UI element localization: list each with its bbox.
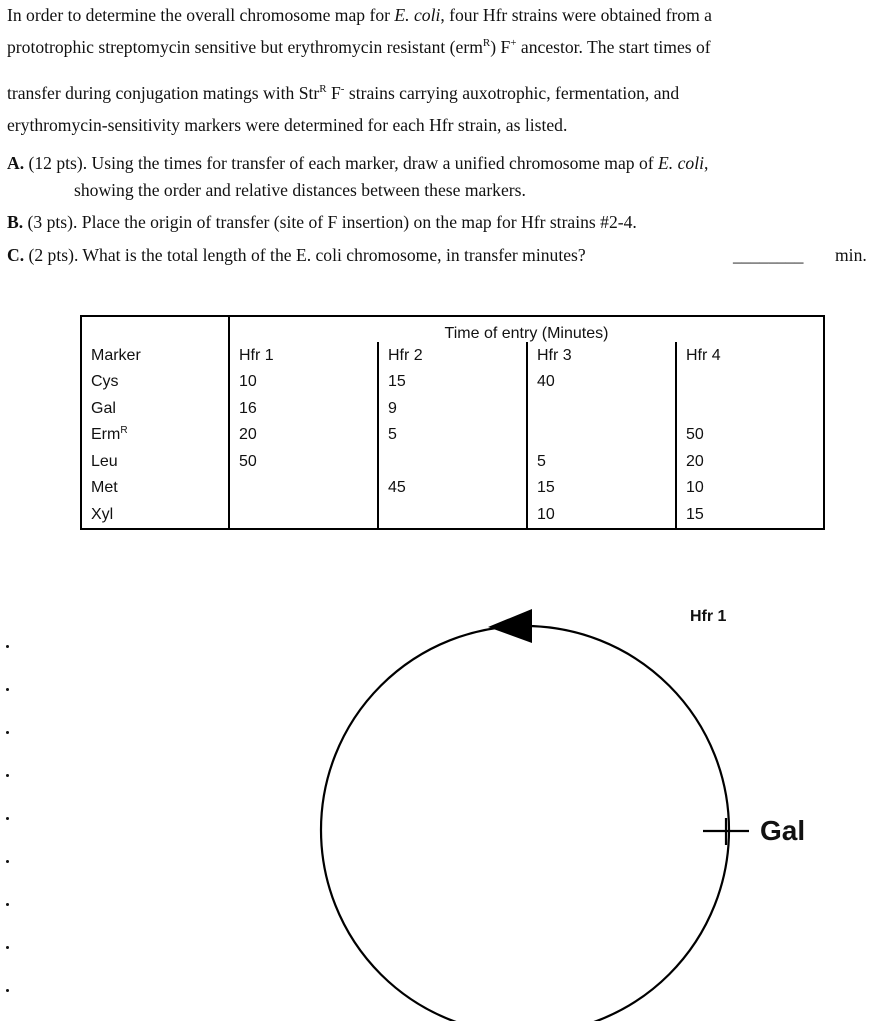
marker-cell: Xyl [81,502,229,530]
marker-cell: Cys [81,369,229,396]
column-header-marker: Marker [81,342,229,369]
hfr4-cell: 15 [676,502,824,530]
hfr1-cell: 50 [229,449,378,476]
hfr1-cell: 20 [229,422,378,449]
intro-line-4: erythromycin-sensitivity markers were determined for each Hfr strain, as listed. [7,115,568,135]
hfr4-cell: 50 [676,422,824,449]
transfer-direction-arrow [488,609,532,643]
answer-blank[interactable]: ________ [733,245,804,265]
hfr3-cell: 40 [527,369,676,396]
hfr4-cell: 20 [676,449,824,476]
hfr3-cell: 10 [527,502,676,530]
question-a-line-2: showing the order and relative distances between these markers. [74,180,526,200]
hfr4-cell: 10 [676,475,824,502]
column-header-hfr3: Hfr 3 [527,342,676,369]
question-c: C. (2 pts). What is the total length of the E. coli chromosome, in transfer minutes? [7,245,586,265]
marker-cell: Erm$^R$ [81,422,229,449]
question-b: B. (3 pts). Place the origin of transfer (site of F insertion) on the map for Hfr strains #2-4. [7,212,637,232]
column-header-hfr1: Hfr 1 [229,342,378,369]
hfr2-cell: 9 [378,396,527,423]
hfr1-cell: 10 [229,369,378,396]
hfr1-map-label: Hfr 1 [690,608,727,625]
hfr2-cell: 15 [378,369,527,396]
column-header-hfr4: Hfr 4 [676,342,824,369]
chromosome-circle [321,626,729,1021]
marker-cell: Met [81,475,229,502]
question-a: A. (12 pts). Using the times for transfer of each marker, draw a unified chromosome map of E. coli, [7,153,709,173]
intro-line-1: In order to determine the overall chromosome map for E. coli, four Hfr strains were obtained from a [7,5,712,25]
marker-cell: Leu [81,449,229,476]
answer-unit: min. [835,245,867,265]
table-group-header: Time of entry (Minutes) [229,316,824,342]
intro-line-2: prototrophic streptomycin sensitive but erythromycin resistant (erm$^R$) F+ ancestor. The start times of [7,37,711,57]
hfr1-cell: 16 [229,396,378,423]
gal-marker-label: Gal [760,815,806,846]
marker-cell: Gal [81,396,229,423]
hfr2-cell: 45 [378,475,527,502]
hfr2-cell: 5 [378,422,527,449]
intro-line-3: transfer during conjugation matings with Str$^R$ F- strains carrying auxotrophic, fermentation, and [7,83,680,103]
column-header-hfr2: Hfr 2 [378,342,527,369]
hfr3-cell: 15 [527,475,676,502]
hfr3-cell: 5 [527,449,676,476]
